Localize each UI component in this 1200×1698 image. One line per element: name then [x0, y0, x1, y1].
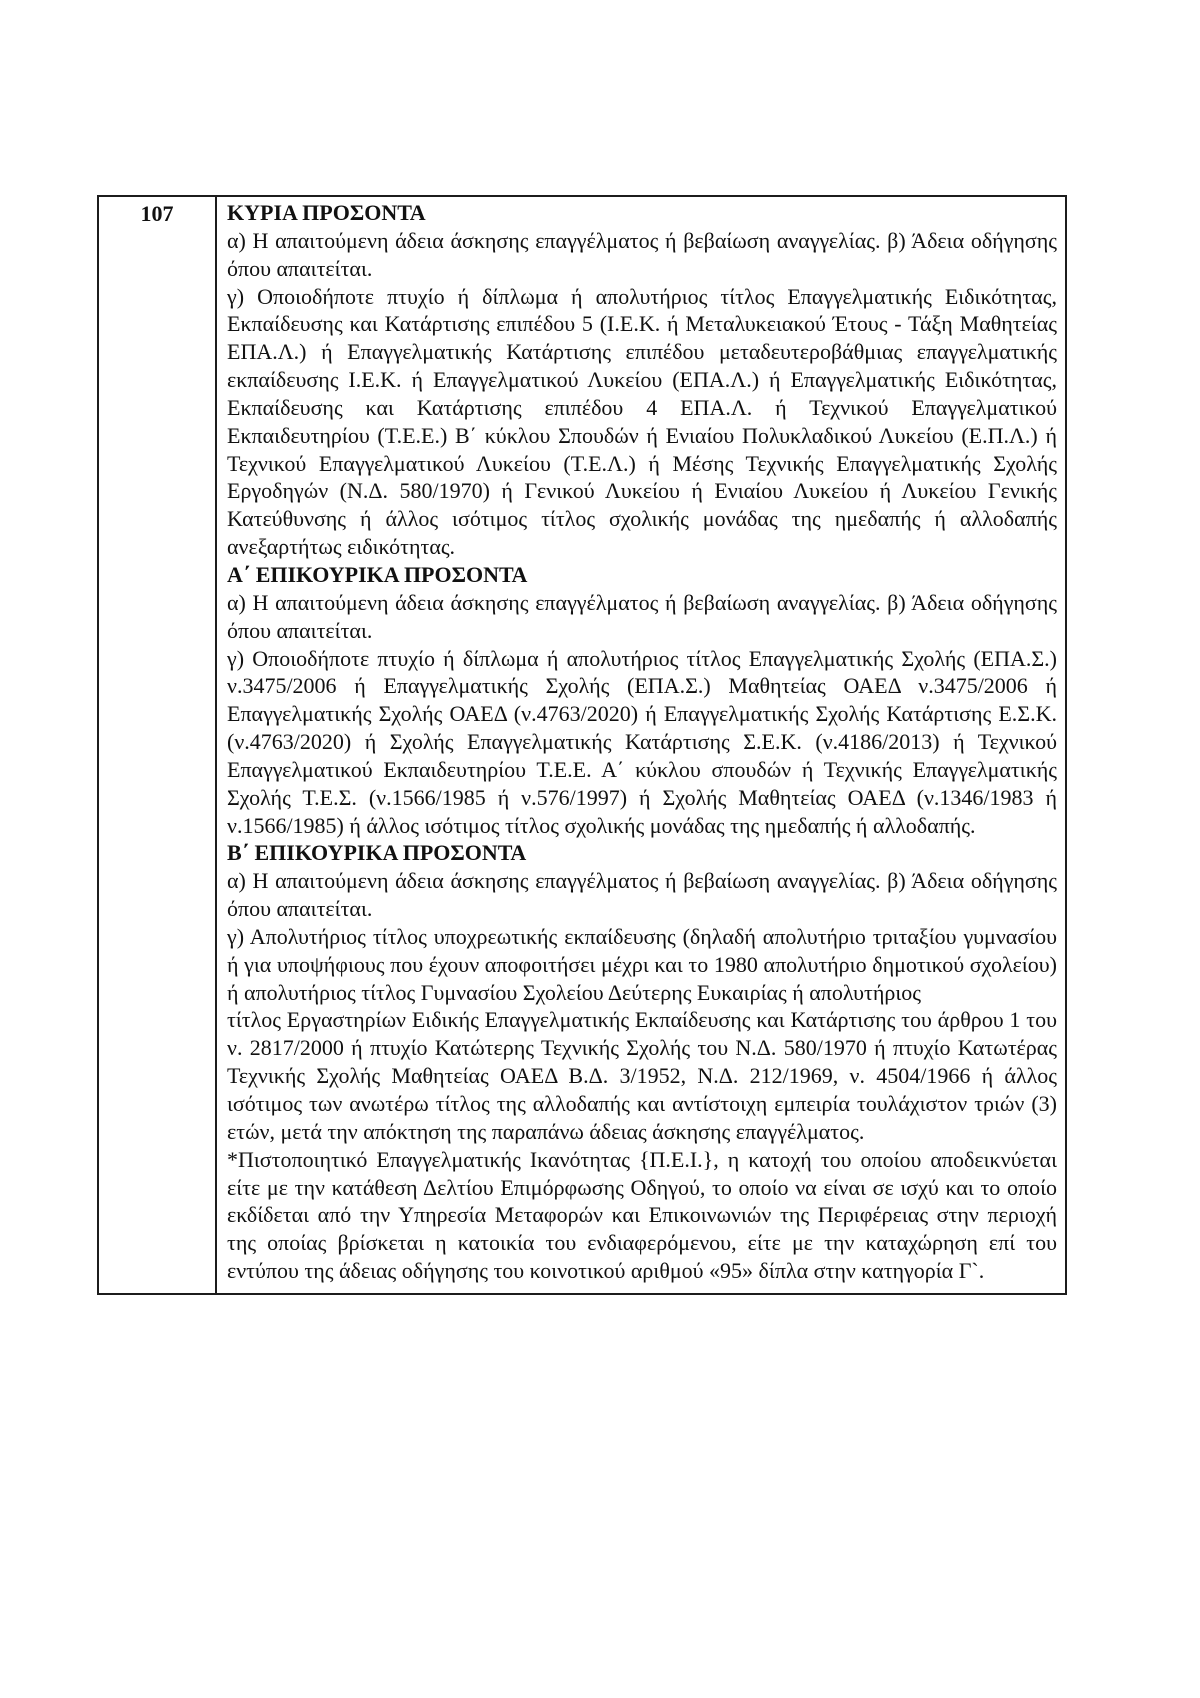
a-auxiliary-paragraph-a-b: α) Η απαιτούμενη άδεια άσκησης επαγγέλματος ή βεβαίωση αναγγελίας. β) Άδεια οδήγησης όπου απαιτείται. — [227, 589, 1057, 643]
main-qualifications-paragraph-c: γ) Οποιοδήποτε πτυχίο ή δίπλωμα ή απολυτήριος τίτλος Επαγγελματικής Ειδικότητας, Εκπαίδευσης και Κατάρτισης επιπέδου 5 (Ι.Ε.Κ. ή Μεταλυκειακού Έτους - Τάξη Μαθητείας ΕΠΑ.Λ.) ή Επαγγελματικής Κατάρτισης επιπέδου μεταδευτεροβάθμιας επαγγελματικής εκπαίδευσης Ι.Ε.Κ. ή Επαγγελματικού Λυκείου (ΕΠΑ.Λ.) ή Επαγγελματικής Ειδικότητας, Εκπαίδευσης και Κατάρτισης επιπέδου 4 ΕΠΑ.Λ. ή Τεχνικού Επαγγελματικού Εκπαιδευτηρίου (Τ.Ε.Ε.) Β΄ κύκλου Σπουδών ή Ενιαίου Πολυκλαδικού Λυκείου (Ε.Π.Λ.) ή Τεχνικού Επαγγελματικού Λυκείου (Τ.Ε.Λ.) ή Μέσης Τεχνικής Επαγγελματικής Σχολής Εργοδηγών (Ν.Δ. 580/1970) ή Γενικού Λυκείου ή Ενιαίου Λυκείου ή Λυκείου Γενικής Κατεύθυνσης ή άλλος ισότιμος τίτλος σχολικής μονάδας της ημεδαπής ή αλλοδαπής ανεξαρτήτως ειδικότητας. — [227, 283, 1057, 560]
qualifications-table-row — [97, 195, 1067, 1295]
pei-certificate-note: *Πιστοποιητικό Επαγγελματικής Ικανότητας {Π.Ε.Ι.}, η κατοχή του οποίου αποδεικνύεται είτε με την κατάθεση Δελτίου Επιμόρφωσης Οδηγού, το οποίο να είναι σε ισχύ και το οποίο εκδίδεται από την Υπηρεσία Μεταφορών και Επικοινωνιών της Περιφέρειας στην περιοχή της οποίας βρίσκεται η κατοικία του ενδιαφερόμενου, είτε με την καταχώρηση επί του εντύπου της άδειας οδήγησης του κοινοτικού αριθμού «95» δίπλα στην κατηγορία Γ`. — [227, 1146, 1057, 1284]
b-auxiliary-paragraph-c-part1: γ) Απολυτήριος τίτλος υποχρεωτικής εκπαίδευσης (δηλαδή απολυτήριο τριταξίου γυμνασίου ή για υποψήφιους που έχουν αποφοιτήσει μέχρι και το 1980 απολυτήριο δημοτικού σχολείου) ή απολυτήριος τίτλος Γυμνασίου Σχολείου Δεύτερης Ευκαιρίας ή απολυτήριος — [227, 923, 1057, 1005]
b-auxiliary-paragraph-a-b: α) Η απαιτούμενη άδεια άσκησης επαγγέλματος ή βεβαίωση αναγγελίας. β) Άδεια οδήγησης όπου απαιτείται. — [227, 868, 1057, 922]
a-auxiliary-qualifications-heading: Α΄ ΕΠΙΚΟΥΡΙΚΑ ΠΡΟΣΟΝΤΑ — [227, 561, 528, 587]
qualifications-cell — [217, 197, 1065, 1293]
position-number: 107 — [140, 201, 174, 226]
b-auxiliary-qualifications-heading: Β΄ ΕΠΙΚΟΥΡΙΚΑ ΠΡΟΣΟΝΤΑ — [227, 840, 527, 866]
main-qualifications-heading: ΚΥΡΙΑ ΠΡΟΣΟΝΤΑ — [227, 200, 426, 225]
a-auxiliary-paragraph-c: γ) Οποιοδήποτε πτυχίο ή δίπλωμα ή απολυτήριος τίτλος Επαγγελματικής Σχολής (ΕΠΑ.Σ.) ν.3475/2006 ή Επαγγελματικής Σχολής (ΕΠΑ.Σ.) Μαθητείας ΟΑΕΔ ν.3475/2006 ή Επαγγελματικής Σχολής ΟΑΕΔ (ν.4763/2020) ή Επαγγελματικής Σχολής Κατάρτισης Ε.Σ.Κ. (ν.4763/2020) ή Σχολής Επαγγελματικής Κατάρτισης Σ.Ε.Κ. (ν.4186/2013) ή Τεχνικού Επαγγελματικού Εκπαιδευτηρίου Τ.Ε.Ε. Α΄ κύκλου σπουδών ή Τεχνικής Επαγγελματικής Σχολής Τ.Ε.Σ. (ν.1566/1985 ή ν.576/1997) ή Σχολής Μαθητείας ΟΑΕΔ (ν.1346/1983 ή ν.1566/1985) ή άλλος ισότιμος τίτλος σχολικής μονάδας της ημεδαπής ή αλλοδαπής. — [227, 645, 1057, 838]
position-number-cell — [99, 197, 217, 1293]
main-qualifications-paragraph-a-b: α) Η απαιτούμενη άδεια άσκησης επαγγέλματος ή βεβαίωση αναγγελίας. β) Άδεια οδήγησης όπου απαιτείται. — [227, 227, 1057, 281]
b-auxiliary-paragraph-c-part2: τίτλος Εργαστηρίων Ειδικής Επαγγελματικής Εκπαίδευσης και Κατάρτισης του άρθρου 1 του ν. 2817/2000 ή πτυχίο Κατώτερης Τεχνικής Σχολής του Ν.Δ. 580/1970 ή πτυχίο Κατωτέρας Τεχνικής Σχολής Μαθητείας ΟΑΕΔ Β.Δ. 3/1952, Ν.Δ. 212/1969, ν. 4504/1966 ή άλλος ισότιμος των ανωτέρω τίτλος της αλλοδαπής και αντίστοιχη εμπειρία τουλάχιστον τριών (3) ετών, μετά την απόκτηση της παραπάνω άδειας άσκησης επαγγέλματος. — [227, 1007, 1057, 1144]
